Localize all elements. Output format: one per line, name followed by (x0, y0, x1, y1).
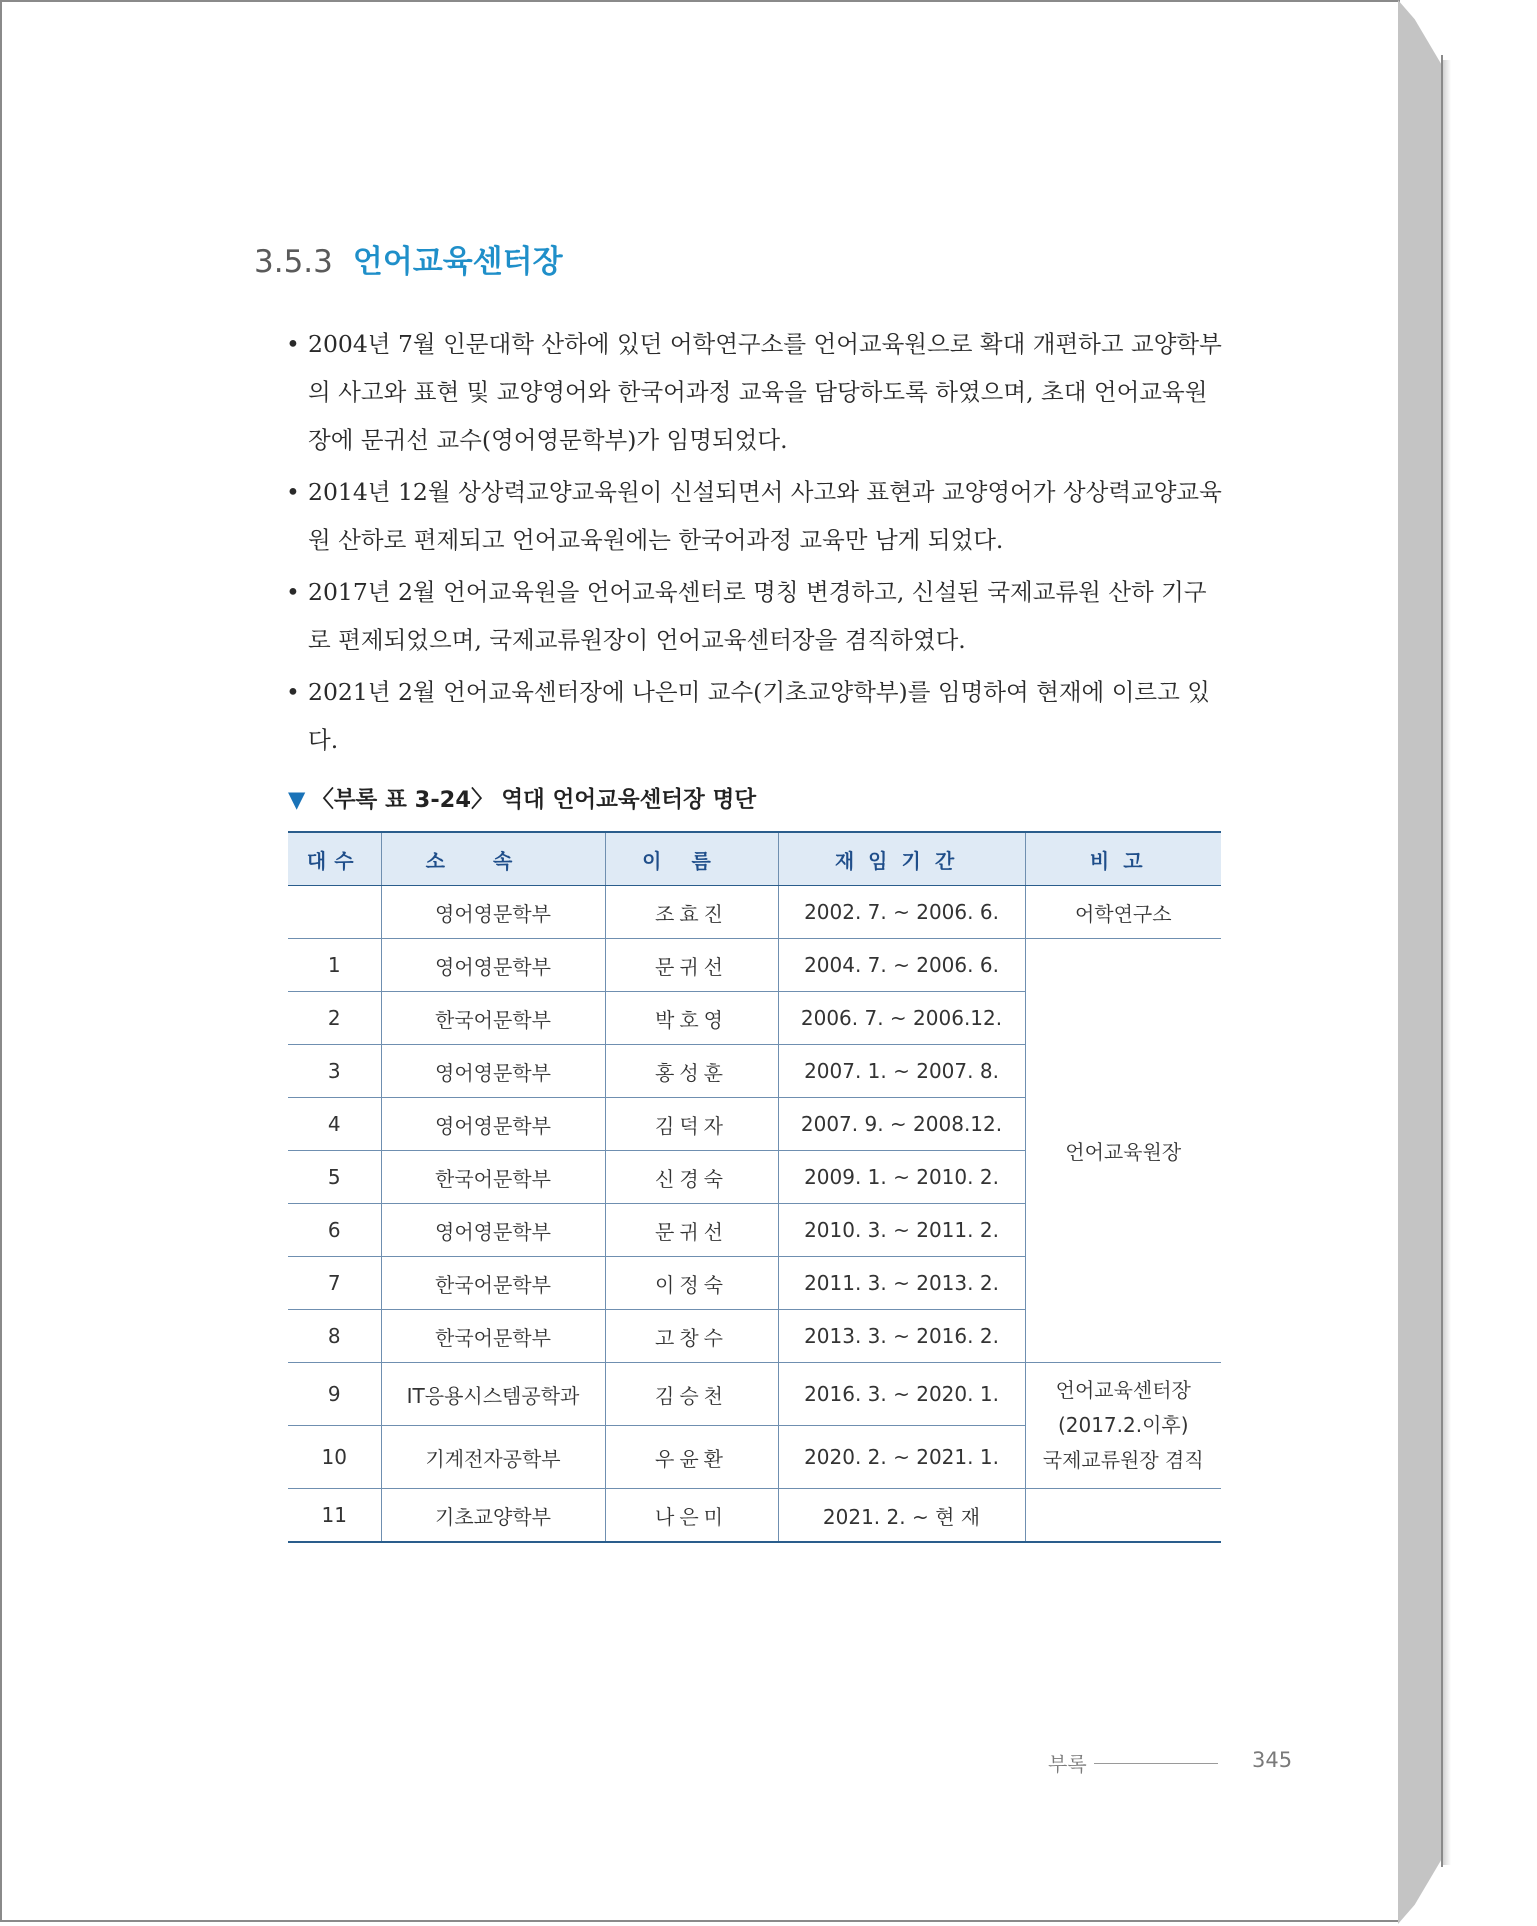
cell-name: 박호영 (605, 992, 778, 1045)
bullet-text: 2017년 2월 언어교육원을 언어교육센터로 명칭 변경하고, 신설된 국제교류원 산하 기구로 편제되었으며, 국제교류원장이 언어교육센터장을 겸직하였다. (308, 578, 1207, 654)
cell-dept: 기초교양학부 (381, 1489, 605, 1543)
cell-dept: 영어영문학부 (381, 939, 605, 992)
cell-order (288, 886, 381, 939)
table-row (288, 1489, 1221, 1543)
cell-term: 2002. 7. ~ 2006. 6. (778, 886, 1025, 939)
cell-order: 6 (288, 1204, 381, 1257)
cell-order: 5 (288, 1151, 381, 1204)
cell-order: 7 (288, 1257, 381, 1310)
bullet-item (286, 320, 1228, 464)
bullet-item (286, 468, 1228, 564)
cell-dept: 영어영문학부 (381, 886, 605, 939)
bullet-dot-icon: • (286, 330, 300, 358)
page-shadow (1443, 60, 1451, 1865)
bullet-dot-icon: • (286, 478, 300, 506)
header-order: 대수 (288, 832, 381, 886)
bullet-text: 2021년 2월 언어교육센터장에 나은미 교수(기초교양학부)를 임명하여 현재에 이르고 있다. (308, 678, 1210, 754)
cell-term: 2013. 3. ~ 2016. 2. (778, 1310, 1025, 1363)
cell-term: 2007. 1. ~ 2007. 8. (778, 1045, 1025, 1098)
cell-order: 2 (288, 992, 381, 1045)
cell-dept: 영어영문학부 (381, 1098, 605, 1151)
cell-dept: 한국어문학부 (381, 1310, 605, 1363)
cell-term: 2011. 3. ~ 2013. 2. (778, 1257, 1025, 1310)
bullet-dot-icon: • (286, 578, 300, 606)
cell-order: 10 (288, 1426, 381, 1489)
cell-term: 2006. 7. ~ 2006.12. (778, 992, 1025, 1045)
table-row (288, 1363, 1221, 1426)
cell-order: 3 (288, 1045, 381, 1098)
page-edge (1398, 0, 1442, 1924)
section-heading (254, 236, 563, 281)
remark-line: 국제교류원장 겸직 (1042, 1448, 1204, 1472)
bullet-text: 2014년 12월 상상력교양교육원이 신설되면서 사고와 표현과 교양영어가 상상력교양교육원 산하로 편제되고 언어교육원에는 한국어과정 교육만 남게 되었다. (308, 478, 1222, 554)
cell-term: 2007. 9. ~ 2008.12. (778, 1098, 1025, 1151)
cell-name: 신경숙 (605, 1151, 778, 1204)
cell-term: 2009. 1. ~ 2010. 2. (778, 1151, 1025, 1204)
table-header-row (288, 832, 1221, 886)
cell-name: 김덕자 (605, 1098, 778, 1151)
cell-term: 2020. 2. ~ 2021. 1. (778, 1426, 1025, 1489)
header-remark: 비고 (1025, 832, 1221, 886)
cell-name: 문귀선 (605, 1204, 778, 1257)
footer-label: 부록 (1048, 1752, 1087, 1776)
table-row (288, 886, 1221, 939)
cell-order: 4 (288, 1098, 381, 1151)
bullet-list (286, 320, 1228, 768)
table-row (288, 939, 1221, 992)
cell-order: 8 (288, 1310, 381, 1363)
cell-remark: 어학연구소 (1025, 886, 1221, 939)
cell-name: 문귀선 (605, 939, 778, 992)
cell-name: 나은미 (605, 1489, 778, 1543)
director-history-table (288, 831, 1221, 1543)
cell-dept: 한국어문학부 (381, 1257, 605, 1310)
section-title: 언어교육센터장 (352, 244, 563, 280)
header-name: 이름 (605, 832, 778, 886)
cell-order: 11 (288, 1489, 381, 1543)
cell-term: 2016. 3. ~ 2020. 1. (778, 1363, 1025, 1426)
cell-dept: 기계전자공학부 (381, 1426, 605, 1489)
remark-line: 언어교육센터장 (1055, 1378, 1191, 1402)
table-caption (288, 782, 756, 814)
bullet-dot-icon: • (286, 678, 300, 706)
bullet-text: 2004년 7월 인문대학 산하에 있던 어학연구소를 언어교육원으로 확대 개편하고 교양학부의 사고와 표현 및 교양영어와 한국어과정 교육을 담당하도록 하였으며, 초대 언어교육원장에 문귀선 교수(영어영문학부)가 임명되었다. (308, 330, 1222, 454)
header-dept: 소속 (381, 832, 605, 886)
cell-dept: 한국어문학부 (381, 992, 605, 1045)
cell-name: 이정숙 (605, 1257, 778, 1310)
cell-name: 우윤환 (605, 1426, 778, 1489)
cell-dept: 영어영문학부 (381, 1204, 605, 1257)
cell-remark-empty (1025, 1489, 1221, 1543)
cell-dept: 한국어문학부 (381, 1151, 605, 1204)
table-caption-text: 〈부록 표 3-24〉 역대 언어교육센터장 명단 (311, 787, 757, 813)
page-number: 345 (1252, 1748, 1293, 1772)
cell-name: 홍성훈 (605, 1045, 778, 1098)
cell-name: 조효진 (605, 886, 778, 939)
cell-dept: 영어영문학부 (381, 1045, 605, 1098)
cell-name: 고창수 (605, 1310, 778, 1363)
header-term: 재임기간 (778, 832, 1025, 886)
triangle-down-icon: ▼ (288, 787, 306, 813)
cell-dept: IT응용시스템공학과 (381, 1363, 605, 1426)
cell-order: 1 (288, 939, 381, 992)
remark-line: (2017.2.이후) (1057, 1413, 1189, 1437)
footer-rule (1094, 1763, 1218, 1764)
cell-remark: 언어교육원장 (1025, 939, 1221, 1363)
cell-remark (1025, 1363, 1221, 1489)
cell-term: 2021. 2. ~ 현 재 (778, 1489, 1025, 1543)
section-number: 3.5.3 (254, 244, 333, 280)
cell-term: 2004. 7. ~ 2006. 6. (778, 939, 1025, 992)
cell-order: 9 (288, 1363, 381, 1426)
bullet-item (286, 668, 1228, 764)
cell-name: 김승천 (605, 1363, 778, 1426)
cell-term: 2010. 3. ~ 2011. 2. (778, 1204, 1025, 1257)
bullet-item (286, 568, 1228, 664)
